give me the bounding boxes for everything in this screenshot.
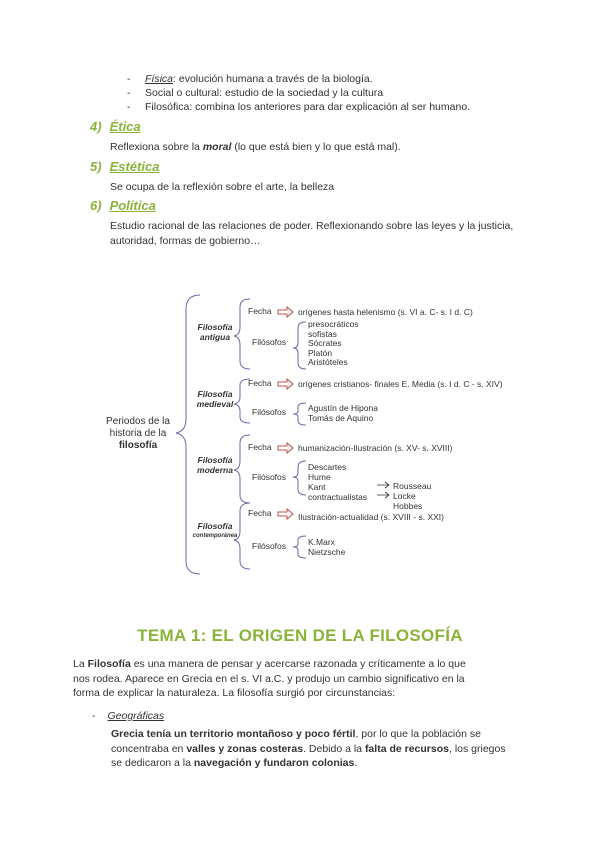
list-item: - Social o cultural: estudio de la sociedad y la cultura <box>127 87 384 99</box>
filosofos-list: Agustín de Hipona Tomás de Aquino <box>308 403 378 423</box>
fisica-label: Física <box>145 73 174 85</box>
fecha-text: orígenes cristianos- finales E. Media (s. I d. C - s. XIV) <box>298 379 503 389</box>
list-text: Filosófica: combina los anteriores para dar explicación al ser humano. <box>145 101 471 113</box>
filosofos-label: Filósofos <box>252 472 287 482</box>
period-antigua: Filosofía antigua <box>197 322 233 342</box>
filosofos-bracket <box>293 403 306 425</box>
filosofos-list: Descartes Hume Kant contractualistas <box>308 462 368 502</box>
section-title-politica: 6) Política <box>90 198 156 213</box>
filosofos-label: Filósofos <box>252 337 287 347</box>
arrow-icon <box>377 482 389 498</box>
fecha-text: orígenes hasta helenismo (s. VI a. C- s. I d. C) <box>298 307 473 317</box>
fecha-label: Fecha <box>248 442 272 452</box>
contractualistas-list: Rousseau Locke Hobbes <box>393 481 432 511</box>
filosofos-bracket <box>293 322 306 369</box>
section-title-estetica: 5) Estética <box>90 159 160 174</box>
period-contemporanea: Filosofía contemporánea <box>192 521 238 539</box>
list-item: - Filosófica: combina los anteriores para dar explicación al ser humano. <box>127 101 471 113</box>
fecha-label: Fecha <box>248 306 272 316</box>
section-text-etica: Reflexiona sobre la moral (lo que está bien y lo que está mal). <box>110 141 401 153</box>
list-item-geograficas: - Geográficas <box>92 710 165 722</box>
list-text: : evolución humana a través de la biología. <box>173 73 373 85</box>
section-text-estetica: Se ocupa de la reflexión sobre el arte, la belleza <box>110 181 335 193</box>
geograficas-paragraph: Grecia tenía un territorio montañoso y poco fértil, por lo que la población se concentraba en valles y zonas costeras. Debido a la falta de recursos, los griegos se dedicaron a la navegación y fundaron colonias. <box>111 728 506 769</box>
diagram-root: Periodos de la historia de la filosofía <box>106 416 170 451</box>
fecha-text: Ilustración-actualidad (s. XVIII - s. XXI) <box>298 512 444 522</box>
period-medieval: Filosofía medieval <box>196 389 234 409</box>
filosofos-bracket <box>293 536 306 558</box>
filosofos-bracket <box>293 461 306 495</box>
section-title-etica: 4) Ética <box>90 119 141 134</box>
filosofos-label: Filósofos <box>252 407 287 417</box>
fecha-label: Fecha <box>248 508 272 518</box>
fecha-label: Fecha <box>248 378 272 388</box>
intro-paragraph: La Filosofía es una manera de pensar y acercarse razonada y críticamente a lo que nos rodea. Aparece en Grecia en el s. VI a.C. y produjo un cambio significativo en la forma de explicar la naturaleza. La filosofía surgió por circunstancias: <box>73 658 466 699</box>
period-moderna: Filosofía moderna <box>197 455 233 475</box>
section-text-politica: Estudio racional de las relaciones de poder. Reflexionando sobre las leyes y la justicia, autoridad, formas de gobierno… <box>110 220 514 247</box>
fecha-text: humanización-Ilustración (s. XV- s. XVIII) <box>298 443 453 453</box>
filosofos-list: K.Marx Nietzsche <box>308 537 346 557</box>
page-title: TEMA 1: EL ORIGEN DE LA FILOSOFÍA <box>137 626 463 645</box>
list-item: - Física: evolución humana a través de la biología. <box>127 73 373 85</box>
filosofos-label: Filósofos <box>252 541 287 551</box>
filosofos-list: presocráticos sofistas Sócrates Platón Aristóteles <box>308 319 359 367</box>
list-text: Social o cultural: estudio de la sociedad y la cultura <box>145 87 384 99</box>
